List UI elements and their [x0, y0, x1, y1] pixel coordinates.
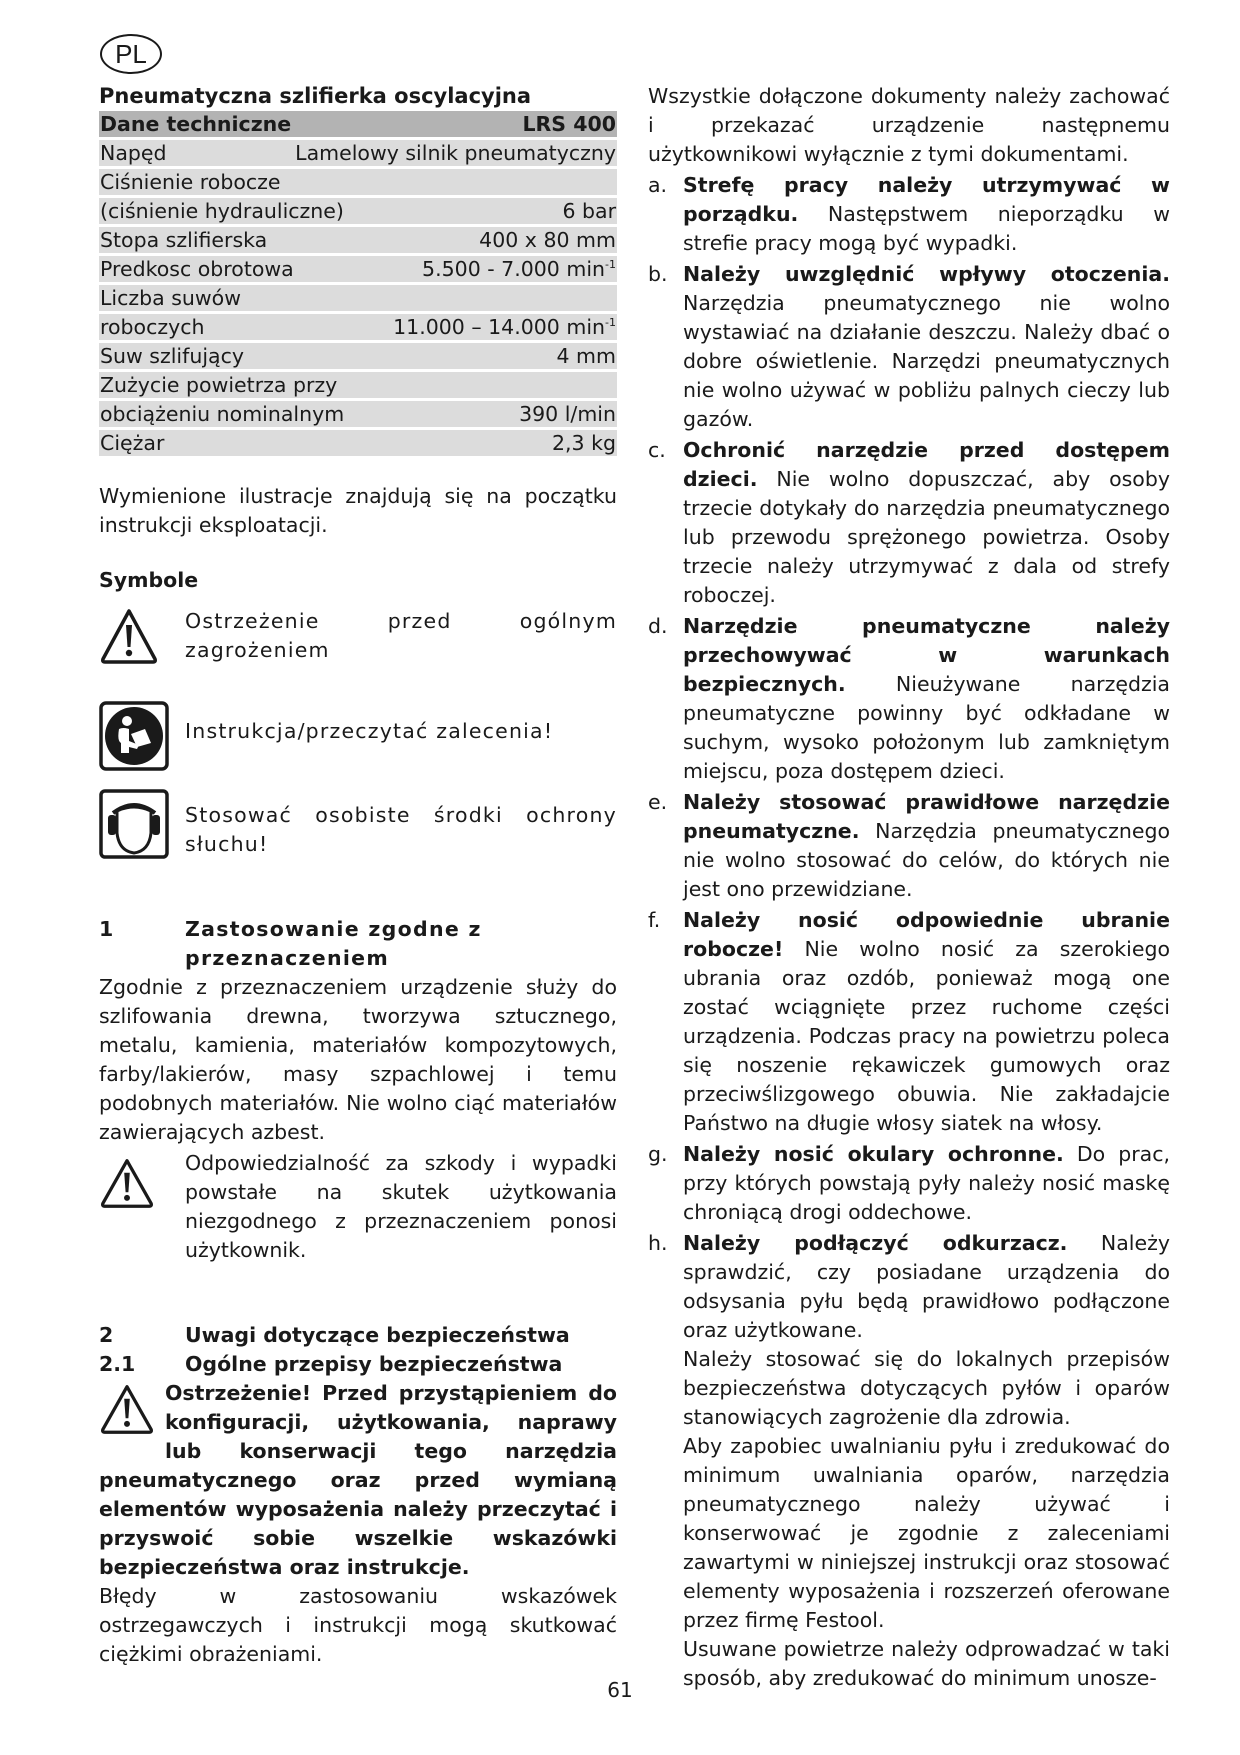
rule-letter: h.: [648, 1231, 668, 1255]
symbol-description: Instrukcja/przeczytać zalecenia!: [185, 719, 554, 743]
dust-regulations-note: Należy stosować się do lokalnych przepisów bezpieczeństwa dotyczących pyłów i oparów stanowiących zagrożenie dla zdrowia.: [683, 1347, 1170, 1429]
rule-title: Należy stosować prawidłowe narzędzie pneumatyczne.: [683, 790, 1170, 843]
warning-triangle-icon: [99, 607, 171, 673]
symbol-item: [99, 789, 617, 867]
spec-row: [99, 256, 617, 282]
rule-item: [648, 1229, 1170, 1345]
exhaust-air-note: Usuwane powietrze należy odprowadzać w taki sposób, aby zredukować do minimum unosze-: [683, 1637, 1170, 1690]
spec-table-header: [99, 111, 617, 137]
spec-value: 2,3 kg: [551, 431, 616, 455]
spec-label: (ciśnienie hydrauliczne): [100, 199, 344, 223]
misuse-warning-text: Odpowiedzialność za szkody i wypadki powstałe na skutek użytkowania niezgodnego z przeznaczeniem ponosi użytkownik.: [185, 1151, 617, 1262]
rule-item: [648, 436, 1170, 610]
section-number: 1: [99, 917, 115, 941]
spec-row: [99, 198, 617, 224]
spec-label: Napęd: [100, 141, 167, 165]
rule-item: [648, 260, 1170, 434]
rule-text: Narzędzia pneumatycznego nie wolno wystawiać na działanie deszczu. Należy dbać o dobre oświetlenie. Narzędzi pneumatycznych nie wolno używać w pobliżu palnych cieczy lub gazów.: [683, 291, 1170, 431]
rule-title: Strefę pracy należy utrzymywać w porządku.: [683, 173, 1170, 226]
read-manual-icon: [99, 701, 171, 779]
section-2-1-heading: [99, 1350, 617, 1379]
hearing-protection-icon: [99, 789, 171, 867]
spec-row: [99, 140, 617, 166]
section-2-heading: [99, 1321, 617, 1350]
warning-triangle-icon: [99, 1149, 171, 1217]
rule-item: [648, 906, 1170, 1138]
rule-letter: f.: [648, 908, 661, 932]
spec-value: Lamelowy silnik pneumatyczny: [295, 141, 616, 165]
rule-text: Nieużywane narzędzia pneumatyczne powinny być odkładane w suchym, wysoko położonym lub zamkniętym miejscu, poza dostępem dzieci.: [683, 672, 1170, 783]
symbols-heading: Symbole: [99, 568, 199, 592]
spec-label: Suw szlifujący: [100, 344, 244, 368]
rule-text: Nie wolno dopuszczać, aby osoby trzecie dotykały do narzędzia pneumatycznego lub przewodu sprężonego powietrza. Osoby trzecie należy utrzymywać z dala od strefy roboczej.: [683, 467, 1170, 607]
rule-item: [648, 788, 1170, 904]
dust-reduction-note: Aby zapobiec uwalnianiu pyłu i zredukować do minimum uwalniania oparów, narzędzia pneumatycznego należy używać i konserwować je zgodnie z zaleceniami zawartymi w niniejszej instrukcji oraz stosować elementy wyposażenia i rozszerzeń oferowane przez firmę Festool.: [683, 1434, 1170, 1632]
rule-letter: g.: [648, 1142, 668, 1166]
misuse-warning: [99, 1149, 617, 1265]
rule-title: Należy nosić okulary ochronne.: [683, 1142, 1064, 1166]
rule-item: [648, 612, 1170, 786]
spec-label: Ciśnienie robocze: [100, 170, 281, 194]
spec-row: [99, 430, 617, 456]
spec-label: roboczych: [100, 315, 205, 339]
safety-warning: [99, 1379, 617, 1669]
rule-body: [683, 1140, 1170, 1227]
spec-row: [99, 401, 617, 427]
rule-item: [648, 1140, 1170, 1227]
section-number: 2.1: [99, 1352, 136, 1376]
spec-value: [393, 314, 616, 340]
left-column: [99, 82, 617, 1669]
spec-value: [422, 256, 616, 282]
rule-body: [683, 436, 1170, 610]
rule-letter: e.: [648, 790, 668, 814]
section-title: Ogólne przepisy bezpieczeństwa: [185, 1352, 563, 1376]
safety-warning-text: Błędy w zastosowaniu wskazówek ostrzegawczych i instrukcji mogą skutkować ciężkimi obrażeniami.: [99, 1584, 617, 1666]
rule-title: Należy nosić odpowiednie ubranie robocze!: [683, 908, 1170, 961]
spec-label: Ciężar: [100, 431, 165, 455]
spec-header-model: LRS 400: [522, 112, 616, 136]
documents-note: Wszystkie dołączone dokumenty należy zachować i przekazać urządzenie następnemu użytkownikowi wyłącznie z tymi dokumentami.: [648, 84, 1170, 166]
rule-text: Nie wolno nosić za szerokiego ubrania oraz ozdób, ponieważ mogą one zostać wciągnięte przez ruchome części urządzenia. Podczas pracy na powietrzu poleca się noszenie rękawiczek gumowych oraz przeciwślizgowego obuwia. Nie zakładajcie Państwo na długie włosy siatek na włosy.: [683, 937, 1170, 1135]
rule-letter: d.: [648, 614, 668, 638]
spec-row: [99, 227, 617, 253]
rule-title: Ochronić narzędzie przed dostępem dzieci.: [683, 438, 1170, 491]
spec-row: [99, 372, 617, 398]
spec-label: Liczba suwów: [100, 286, 241, 310]
illustrations-note: Wymienione ilustracje znajdują się na początku instrukcji eksploatacji.: [99, 484, 617, 537]
section-title: Zastosowanie zgodne z przeznaczeniem: [185, 917, 482, 970]
spec-label: Zużycie powietrza przy: [100, 373, 338, 397]
rule-body: [683, 788, 1170, 904]
rule-title: Narzędzie pneumatyczne należy przechowywać w warunkach bezpiecznych.: [683, 614, 1170, 696]
spec-value: 4 mm: [556, 344, 616, 368]
rule-body: [683, 1229, 1170, 1345]
spec-value-text: 11.000 – 14.000 min: [393, 315, 606, 339]
rule-item: [648, 171, 1170, 258]
spec-value-text: 5.500 - 7.000 min: [422, 257, 606, 281]
spec-row: [99, 314, 617, 340]
document-title: Pneumatyczna szlifierka oscylacyjna: [99, 84, 532, 108]
spec-value-exponent: -1: [605, 258, 616, 272]
spec-value-exponent: -1: [605, 316, 616, 330]
spec-table: [99, 111, 617, 456]
symbol-description: Ostrzeżenie przed ogólnym zagrożeniem: [185, 609, 617, 662]
spec-header-label: Dane techniczne: [100, 112, 292, 136]
section-number: 2: [99, 1323, 114, 1347]
spec-value: 6 bar: [562, 199, 616, 223]
symbol-item: [99, 701, 617, 779]
page-number: 61: [607, 1678, 633, 1702]
rule-text: Narzędzia pneumatycznego nie wolno stosować do celów, do których nie jest ono przewidziane.: [683, 819, 1170, 901]
rule-text: Następstwem nieporządku w strefie pracy mogą być wypadki.: [683, 202, 1170, 255]
spec-value: 400 x 80 mm: [479, 228, 616, 252]
rule-letter: c.: [648, 438, 666, 462]
spec-label: Stopa szlifierska: [100, 228, 268, 252]
rule-letter: b.: [648, 262, 668, 286]
language-badge: PL: [100, 34, 162, 74]
rule-body: [683, 260, 1170, 434]
rule-title: Należy podłączyć odkurzacz.: [683, 1231, 1068, 1255]
spec-row: [99, 285, 617, 311]
warning-triangle-icon: [99, 1379, 165, 1459]
rule-body: [683, 906, 1170, 1138]
rule-text: Należy sprawdzić, czy posiadane urządzenia do odsysania pyłu będą prawidłowo podłączone oraz użytkowane.: [683, 1231, 1170, 1342]
rule-title: Należy uwzględnić wpływy otoczenia.: [683, 262, 1170, 286]
spec-label: Predkosc obrotowa: [100, 257, 294, 281]
section-title: Uwagi dotyczące bezpieczeństwa: [185, 1323, 570, 1347]
section-1-heading: [99, 915, 617, 973]
rule-letter: a.: [648, 173, 668, 197]
spec-row: [99, 169, 617, 195]
symbol-item: [99, 607, 617, 673]
section-1-body: Zgodnie z przeznaczeniem urządzenie służy do szlifowania drewna, tworzywa sztucznego, metalu, kamienia, materiałów kompozytowych, farby/lakierów, masy szpachlowej i temu podobnych materiałów. Nie wolno ciąć materiałów zawierających azbest.: [99, 975, 617, 1144]
rule-text: Do prac, przy których powstają pyły należy nosić maskę chroniącą drogi oddechowe.: [683, 1142, 1171, 1224]
right-column: [648, 82, 1170, 1693]
rule-body: [683, 612, 1170, 786]
symbol-description: Stosować osobiste środki ochrony słuchu!: [185, 803, 617, 856]
spec-label: obciążeniu nominalnym: [100, 402, 345, 426]
spec-row: [99, 343, 617, 369]
rule-body: [683, 171, 1170, 258]
safety-warning-bold: Ostrzeżenie! Przed przystąpieniem do konfiguracji, użytkowania, naprawy lub konserwacji tego narzędzia pneumatycznego oraz przed wymianą elementów wyposażenia należy przeczytać i przyswoić sobie wszelkie wskazówki bezpieczeństwa oraz instrukcje.: [99, 1381, 617, 1579]
spec-value: 390 l/min: [519, 402, 616, 426]
